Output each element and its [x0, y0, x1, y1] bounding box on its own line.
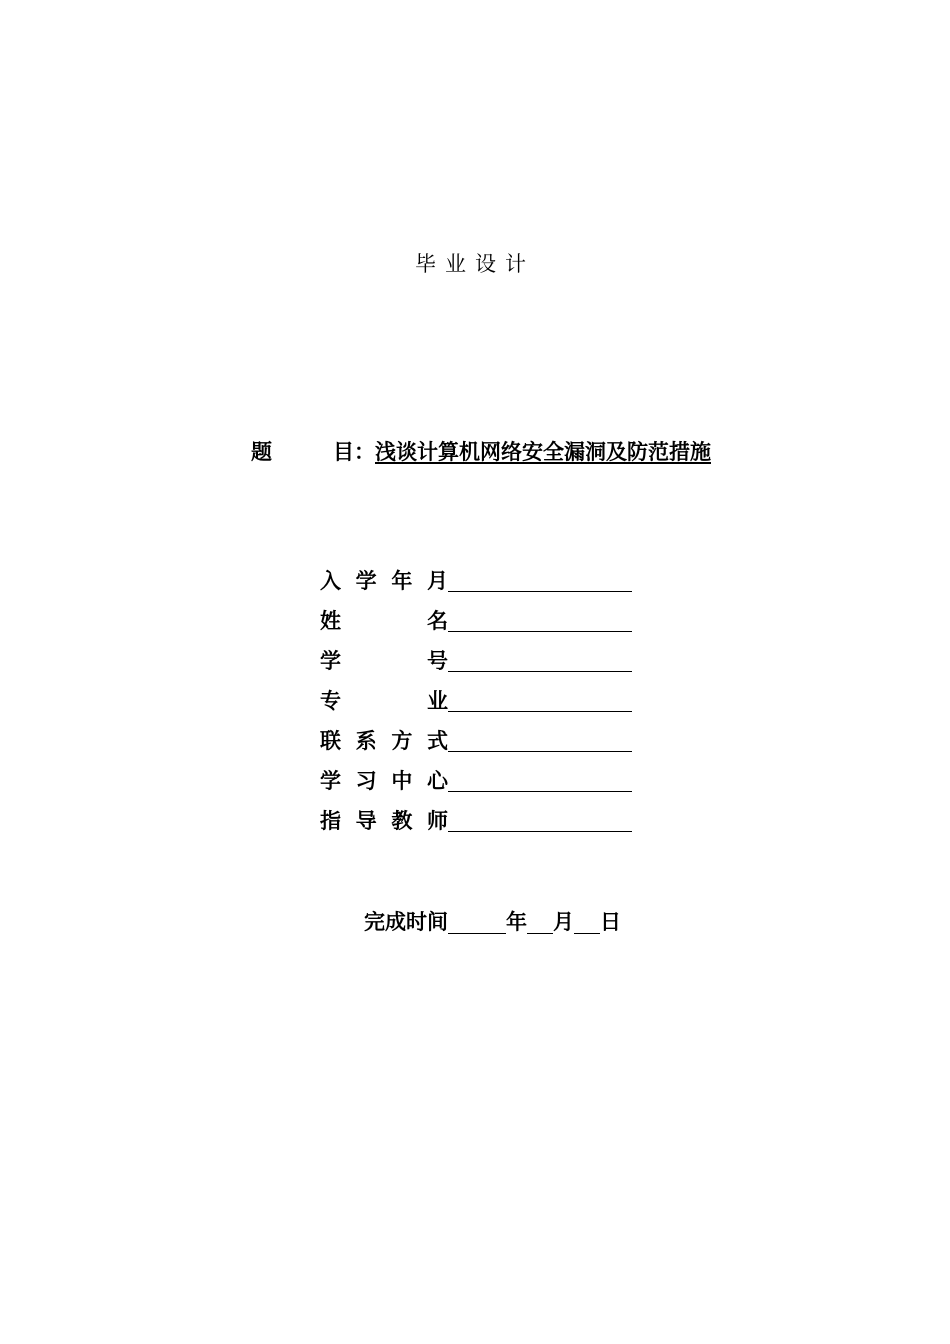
completion-month-blank[interactable] — [527, 911, 553, 934]
field-label-enrollment — [320, 568, 448, 594]
field-blank-study-center[interactable] — [448, 769, 632, 792]
label-char: 习 — [355, 769, 377, 793]
topic-label-first: 题 — [251, 440, 272, 464]
label-char: 月 — [426, 569, 448, 593]
field-row-enrollment — [320, 554, 632, 594]
label-char: 名 — [427, 609, 448, 633]
label-char: 号 — [427, 649, 448, 673]
field-label-major — [320, 688, 448, 714]
info-form — [320, 554, 632, 834]
label-char: 指 — [320, 809, 341, 833]
label-char: 姓 — [320, 609, 341, 633]
field-blank-name[interactable] — [448, 609, 632, 632]
field-row-major — [320, 674, 632, 714]
completion-month-label: 月 — [553, 910, 574, 934]
field-row-name — [320, 594, 632, 634]
completion-day-label: 日 — [600, 910, 621, 934]
label-char: 心 — [426, 769, 448, 793]
label-char: 中 — [391, 769, 413, 793]
label-char: 年 — [391, 569, 413, 593]
topic-row — [251, 436, 711, 466]
label-char: 方 — [391, 729, 413, 753]
completion-day-blank[interactable] — [574, 911, 600, 934]
completion-label: 完成时间 — [364, 910, 448, 934]
field-label-study-center — [320, 768, 448, 794]
label-char: 导 — [355, 809, 377, 833]
field-blank-major[interactable] — [448, 689, 632, 712]
field-row-advisor — [320, 794, 632, 834]
completion-year-blank[interactable] — [448, 911, 506, 934]
field-label-name — [320, 608, 448, 634]
field-label-contact — [320, 728, 448, 754]
label-char: 业 — [427, 689, 448, 713]
label-char: 联 — [320, 729, 341, 753]
field-blank-student-id[interactable] — [448, 649, 632, 672]
field-blank-advisor[interactable] — [448, 809, 632, 832]
topic-value: 浅谈计算机网络安全漏洞及防范措施 — [375, 440, 711, 464]
document-title: 毕业设计 — [415, 252, 535, 276]
field-blank-contact[interactable] — [448, 729, 632, 752]
completion-date-row — [364, 906, 621, 936]
completion-year-label: 年 — [506, 910, 527, 934]
field-label-student-id — [320, 648, 448, 674]
label-char: 学 — [320, 649, 341, 673]
label-char: 式 — [426, 729, 448, 753]
label-char: 学 — [355, 569, 377, 593]
label-char: 入 — [320, 569, 341, 593]
label-char: 专 — [320, 689, 341, 713]
label-char: 学 — [320, 769, 341, 793]
label-char: 教 — [391, 809, 413, 833]
topic-label-second: 目： — [333, 440, 375, 464]
label-char: 师 — [426, 809, 448, 833]
field-row-contact — [320, 714, 632, 754]
field-blank-enrollment[interactable] — [448, 569, 632, 592]
field-label-advisor — [320, 808, 448, 834]
field-row-study-center — [320, 754, 632, 794]
label-char: 系 — [355, 729, 377, 753]
field-row-student-id — [320, 634, 632, 674]
